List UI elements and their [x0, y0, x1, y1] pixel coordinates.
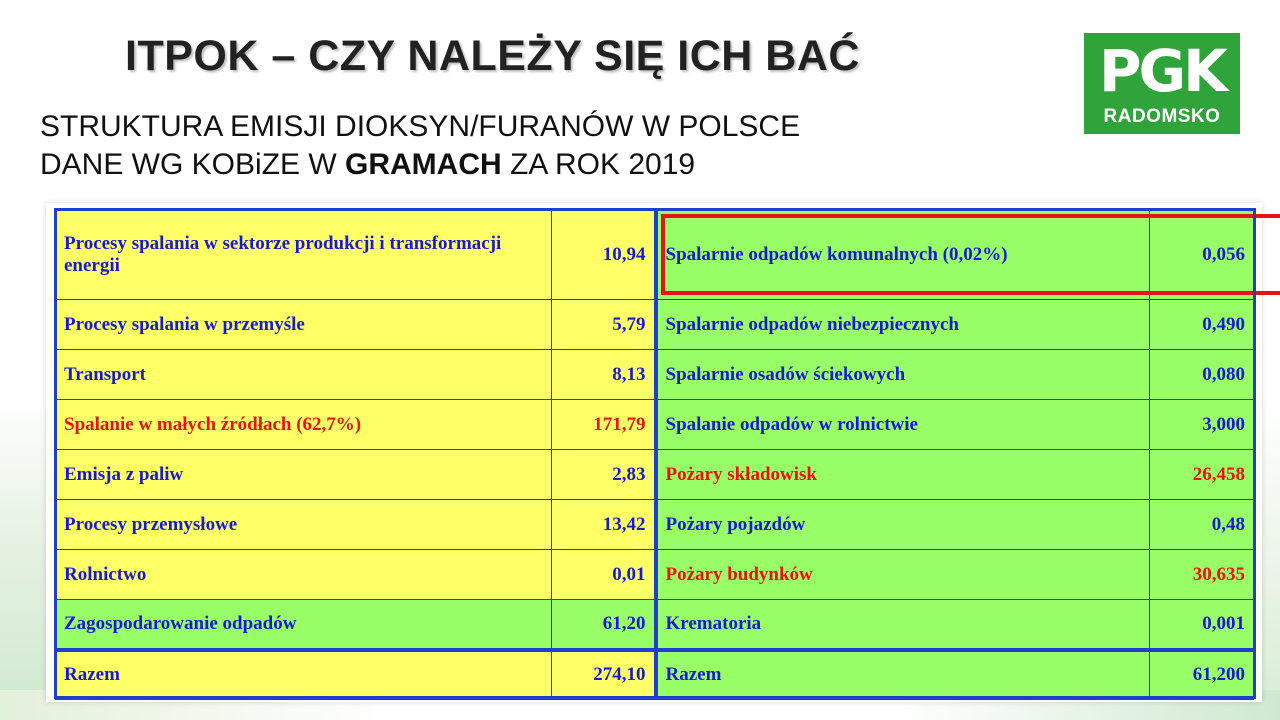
table-row: [56, 400, 1254, 450]
right-value-cell: 3,000: [1150, 400, 1254, 450]
left-value-cell: 171,79: [552, 400, 656, 450]
left-value-cell: 10,94: [552, 210, 656, 300]
left-label-cell: Emisja z paliw: [56, 450, 552, 500]
right-value-cell: 0,001: [1150, 600, 1254, 650]
table-row: [56, 350, 1254, 400]
right-value-cell: 0,080: [1150, 350, 1254, 400]
right-label-text: Spalarnie odpadów komunalnych (0,02%): [665, 243, 1008, 265]
logo-mark: PGK: [1098, 37, 1226, 105]
left-label-cell: Procesy przemysłowe: [56, 500, 552, 550]
right-label-cell: Pożary pojazdów: [656, 500, 1150, 550]
right-label-cell: Pożary składowisk: [656, 450, 1150, 500]
right-total-label: Razem: [656, 650, 1150, 700]
left-value-cell: 13,42: [552, 500, 656, 550]
emissions-table-container: [46, 203, 1262, 702]
table-row: [56, 600, 1254, 650]
subtitle-line-2-post: ZA ROK 2019: [501, 148, 696, 181]
table-row: [56, 450, 1254, 500]
right-label-cell: Spalanie odpadów w rolnictwie: [656, 400, 1150, 450]
subtitle-line-2-bold: GRAMACH: [345, 148, 502, 181]
right-value-cell: 0,056: [1150, 210, 1254, 300]
left-value-cell: 0,01: [552, 550, 656, 600]
left-total-value: 274,10: [552, 650, 656, 700]
left-total-label: Razem: [56, 650, 552, 700]
table-row: [56, 300, 1254, 350]
logo-name: RADOMSKO: [1103, 106, 1221, 127]
right-label-cell: Spalarnie odpadów niebezpiecznych: [656, 300, 1150, 350]
left-value-cell: 2,83: [552, 450, 656, 500]
right-value-cell: 30,635: [1150, 550, 1254, 600]
left-label-cell: Procesy spalania w sektorze produkcji i transformacji energii: [56, 210, 552, 300]
left-label-cell: Procesy spalania w przemyśle: [56, 300, 552, 350]
pgk-radomsko-logo: [1084, 33, 1240, 134]
left-label-cell: Spalanie w małych źródłach (62,7%): [56, 400, 552, 450]
right-label-cell: [656, 210, 1150, 300]
right-label-cell: Pożary budynków: [656, 550, 1150, 600]
right-value-cell: 0,48: [1150, 500, 1254, 550]
slide-subtitle: [40, 108, 800, 184]
right-value-cell: 0,490: [1150, 300, 1254, 350]
slide-title: ITPOK – CZY NALEŻY SIĘ ICH BAĆ: [125, 32, 860, 80]
right-value-cell: 26,458: [1150, 450, 1254, 500]
left-value-cell: 8,13: [552, 350, 656, 400]
table-row: [56, 500, 1254, 550]
left-value-cell: 5,79: [552, 300, 656, 350]
table-row: [56, 550, 1254, 600]
subtitle-line-2-pre: DANE WG KOBiZE W: [40, 148, 346, 181]
left-value-cell: 61,20: [552, 600, 656, 650]
subtitle-line-1: STRUKTURA EMISJI DIOKSYN/FURANÓW W POLSCE: [40, 110, 801, 143]
right-total-value: 61,200: [1150, 650, 1254, 700]
right-label-cell: Krematoria: [656, 600, 1150, 650]
left-label-cell: Rolnictwo: [56, 550, 552, 600]
table-total-row: [56, 650, 1254, 700]
emissions-table: [55, 209, 1254, 700]
subtitle-line-2: [40, 146, 800, 184]
left-label-cell: Zagospodarowanie odpadów: [56, 600, 552, 650]
right-label-cell: Spalarnie osadów ściekowych: [656, 350, 1150, 400]
left-label-cell: Transport: [56, 350, 552, 400]
table-row: [56, 210, 1254, 300]
